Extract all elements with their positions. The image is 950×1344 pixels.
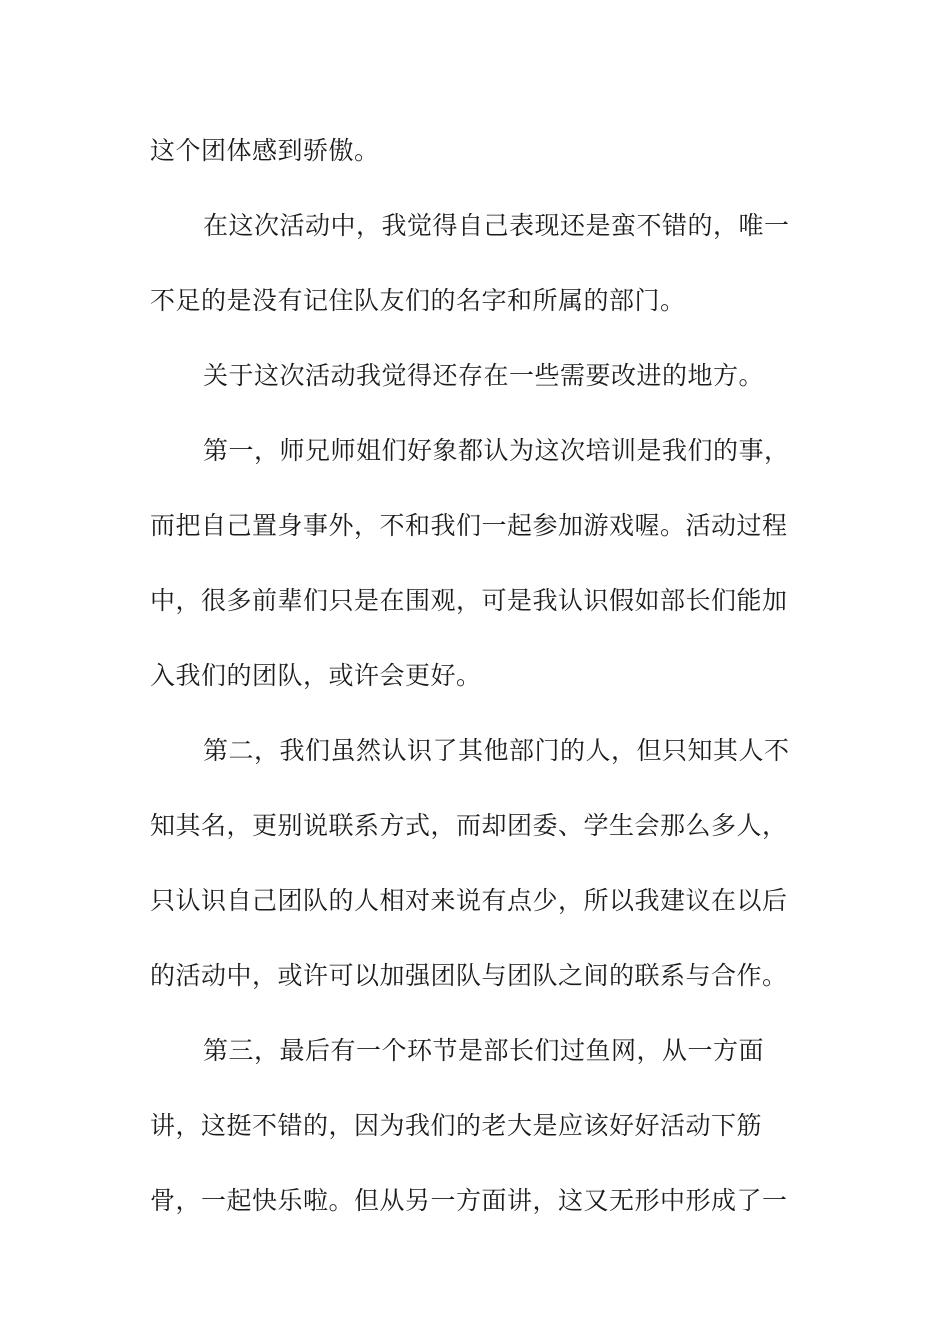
text-line: 知其名，更别说联系方式，而却团委、学生会那么多人，	[150, 811, 788, 840]
paragraph-first-line: 在这次活动中，我觉得自己表现还是蛮不错的，唯一	[203, 211, 790, 240]
text-line: 的活动中，或许可以加强团队与团队之间的联系与合作。	[150, 961, 788, 990]
paragraph-first-line: 第三，最后有一个环节是部长们过鱼网，从一方面	[203, 1036, 765, 1065]
paragraph-first-line: 第二，我们虽然认识了其他部门的人，但只知其人不	[203, 736, 790, 765]
text-line: 而把自己置身事外，不和我们一起参加游戏喔。活动过程	[150, 511, 788, 540]
text-line: 只认识自己团队的人相对来说有点少，所以我建议在以后	[150, 886, 788, 915]
text-line: 入我们的团队，或许会更好。	[150, 661, 482, 690]
paragraph-first-line: 第一，师兄师姐们好象都认为这次培训是我们的事，	[203, 436, 790, 465]
text-line: 中，很多前辈们只是在围观，可是我认识假如部长们能加	[150, 586, 788, 615]
text-line: 讲，这挺不错的，因为我们的老大是应该好好活动下筋	[150, 1111, 763, 1140]
text-line: 骨，一起快乐啦。但从另一方面讲，这又无形中形成了一	[150, 1186, 788, 1215]
paragraph-first-line: 关于这次活动我觉得还存在一些需要改进的地方。	[203, 361, 765, 390]
text-line: 这个团体感到骄傲。	[150, 136, 380, 165]
text-line: 不足的是没有记住队友们的名字和所属的部门。	[150, 286, 686, 315]
